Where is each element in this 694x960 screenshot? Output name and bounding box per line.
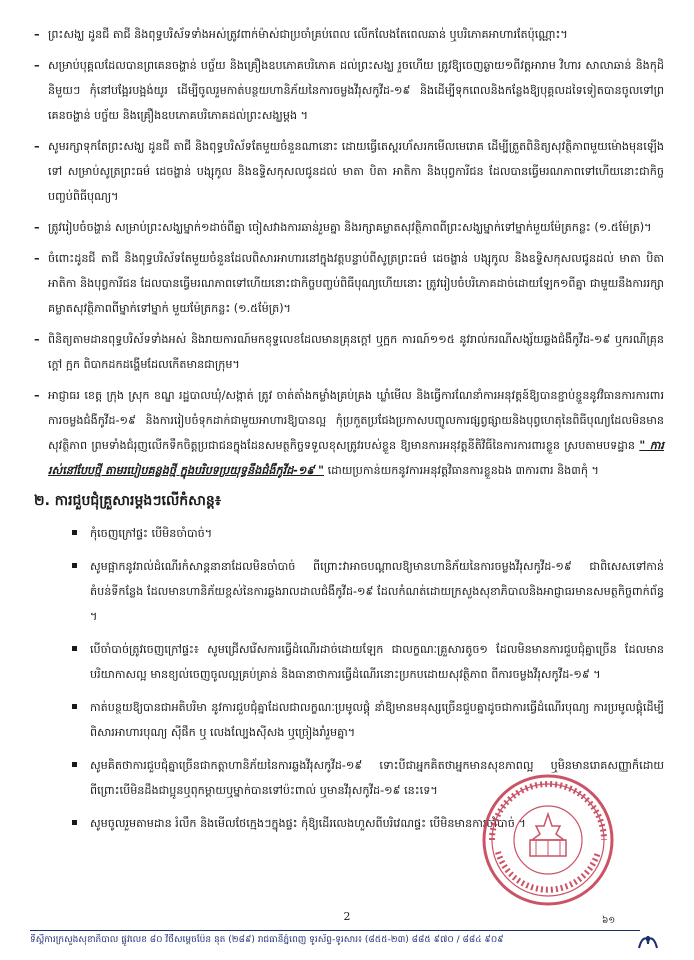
instruction-text: សូមរក្សាទុកតែព្រះសង្ឃ ដូនជី តាជី និងពុទ្ធបរិស័ទតែមួយចំនួនណានោះ ដោយធ្វើតេស្តរហ័សរកមើលមេរោគ ដើម្បីត្រួតពិនិត្យសុវត្ថិភាពមួយម៉ោងមុនឡើងទៅ សម្រាប់សូត្រព្រះធម៌ ដេចង្ហាន់ បង្សុកូល និងឧទ្ទិសកុសលជូនដល់ មាតា បិតា អាតិកា និងបុព្វការីជន ដែលបានធ្វើមរណភាពទៅហើយនោះជាកិច្ចបញ្ចប់ពិធីបុណ្យ។ bbox=[48, 140, 664, 203]
instruction-text: ពិនិត្យតាមដានពុទ្ធបរិស័ទទាំងអស់ និងរាយការណ៍មកខុទ្ទលេខដែលមានគ្រុនក្តៅ ឬក្អក ការណ៍១១៥ នូវរាល់ករណីសង្ស័យឆ្លងជំងឺកូវីដ-១៩ ឬករណីគ្រុនក្តៅ ក្អក ពិបាកដកដង្ហើមដែលកើតមានជាក្រុម។ bbox=[48, 333, 664, 371]
ministry-logo-icon bbox=[636, 932, 660, 952]
instruction-text: ចំពោះដូនជី តាជី និងពុទ្ធបរិស័ទតែមួយចំនួនដែលពិសារអាហារនៅក្នុងវត្តបន្ទាប់ពីសូត្រព្រះធម៌ ដេចង្ហាន់ បង្សុកូល និងឧទ្ទិសកុសលជូនដល់ មាតា បិតា អាតិកា និងបុព្វការីជន ដែលបានធ្វើមរណភាពទៅហើយនោះជាកិច្ចបញ្ចប់ពិធីបុណ្យហើយនោះ ត្រូវរៀបចំបរិភោគដាច់ដោយឡែក១ពីគ្នា ជាមួយនឹងការរក្សាគម្លាតសុវត្ថិភាពពីម្នាក់ទៅម្នាក់ មួយម៉ែត្រកន្លះ (១.៥ម៉ែត្រ)។ bbox=[48, 252, 664, 315]
bullet-item bbox=[34, 554, 664, 629]
instruction-item bbox=[34, 22, 664, 47]
square-bullet-icon bbox=[72, 530, 77, 535]
instruction-text-end: ដោយប្រកាន់យកនូវការអនុវត្តវិធានការខ្លួនឯង ៣ការពារ និង៣កុំ ។ bbox=[327, 464, 599, 477]
footer-divider bbox=[30, 930, 640, 931]
bullet-text: បើចាំបាច់ត្រូវចេញក្រៅផ្ទះ៖ សូមជ្រើសរើសការធ្វើដំណើរដាច់ដោយឡែក ជាលក្ខណៈគ្រួសារតូច១ ដែលមិនមានការជួបជុំគ្នាច្រើន ដែលមានបរិយាកាសល្អ មានខ្យល់ចេញចូលល្អគ្រប់គ្រាន់ និងធានាថាការធ្វើដំណើរនោះប្រកបដោយសុវត្ថិភាព ពីការចម្លងវីរុសកូវីដ-១៩ ។ bbox=[90, 643, 664, 681]
instruction-text: ត្រូវរៀបចំចង្ហាន់ សម្រាប់ព្រះសង្ឃម្នាក់១ដាច់ពីគ្នា ចៀសវាងការឆាន់រួមគ្នា និងរក្សាគម្លាតសុវត្ថិភាពពីព្រះសង្ឃម្នាក់ទៅម្នាក់មួយម៉ែត្រកន្លះ (១.៥ម៉ែត្រ)។ bbox=[48, 221, 652, 234]
dash-marker: – bbox=[34, 252, 40, 265]
instruction-item bbox=[34, 134, 664, 209]
dash-marker: – bbox=[34, 140, 40, 153]
document-body bbox=[34, 22, 664, 844]
bullet-text: សូមគិតថាការជួបជុំគ្នាច្រើនជាកត្តាហានិភ័យនៃការឆ្លងវីរុសកូវីដ-១៩ ទោះបីជាអ្នកគិតថាអ្នកមានសុខភាពល្អ ឬមិនមានរោគសញ្ញាក៏ដោយ ពីព្រោះបើមិនដឹងជាប្អូនឬពុកម្តាយឬម្នាក់បានទៅប៉ះពាល់ ឬមានវីរុសកូវីដ-១៩ នេះទេ។ bbox=[90, 759, 664, 797]
instruction-text: អាជ្ញាធរ ខេត្ត ក្រុង ស្រុក ខណ្ឌ រដ្ឋបាលឃុំ/សង្កាត់ ត្រូវ ចាត់តាំងកម្លាំងគ្រប់គ្រង ឃ្លាំមើល និងធ្វើការណែនាំការអនុវត្តន៍ឱ្យបានខ្ជាប់ខ្ជួននូវវិធានការការពារការចម្លងជំងឺកូវីដ-១៩ និងការរៀបចំទុកដាក់ជាមួយអាហារឱ្យបានល្អ កុំប្រកួតប្រជែងប្រកាសបញ្ចូលការផ្សព្វផ្សាយនិងបុព្វហេតុនៃពិធីបុណ្យដែលមិនមានសុវត្ថិភាព ព្រមទាំងជំរុញលើកទឹកចិត្តប្រជាជនក្នុងដែនសមត្ថកិច្ចទទួលខុសត្រូវរបស់ខ្លួន ឱ្យមានការអនុវត្តនីតិវិធីនៃការការពារខ្លួន ស្របតាមបទដ្ឋាន bbox=[48, 389, 664, 452]
bullet-item bbox=[34, 811, 664, 836]
bullet-item bbox=[34, 521, 664, 546]
instruction-item bbox=[34, 246, 664, 321]
bullet-item bbox=[34, 753, 664, 803]
footer-address: ទីស្តីការក្រសួងសុខាភិបាល ផ្លូវលេខ ៨០ វិថីសម្តេចប៉ែន នុត (២៨៩) រាជធានីភ្នំពេញ ទូរស័ព្ទ-ទូរសារ៖ (៨៥៥-២៣) ៨៨៥ ៩៧០ / ៨៨៤ ៩០៩ bbox=[30, 935, 504, 945]
instruction-item bbox=[34, 53, 664, 128]
section-heading: ២. ការជួបជុំគ្រួសារម្តងៗលើកំសាន្ត៖ bbox=[34, 493, 221, 509]
square-bullet-icon bbox=[72, 704, 77, 709]
dash-marker: – bbox=[34, 333, 40, 346]
bullet-item bbox=[34, 637, 664, 687]
bullet-text: សូមចូលរួមតាមដាន រំលឹក និងមើលថែក្មេងៗក្នុងផ្ទះ កុំឱ្យដើរលេងហួសពីបរិវេណផ្ទះ បើមិនមានការចាំបាច់ ។ bbox=[90, 817, 526, 830]
bullet-item bbox=[34, 695, 664, 745]
slogan-emphasis: " ការរស់នៅបែបថ្មី តាមរបៀបគន្លងថ្មី ក្នុងបរិបទប្រយុទ្ធនឹងជំងឺកូវីដ-១៩ " bbox=[48, 439, 664, 477]
instruction-item bbox=[34, 327, 664, 377]
corner-mark: ៦១ bbox=[602, 916, 616, 926]
bullet-text: សូមផ្អាកនូវរាល់ដំណើរកំសាន្តនានាដែលមិនចាំបាច់ ពីព្រោះវាអាចបណ្តាលឱ្យមានហានិភ័យនៃការចម្លងវីរុសកូវីដ-១៩ ជាពិសេសទៅកាន់តំបន់ទីកន្លែង ដែលមានហានិភ័យខ្ពស់នៃការឆ្លងរាលដាលជំងឺកូវីដ-១៩ ដែលកំណត់ដោយក្រសួងសុខាភិបាលនិងអាជ្ញាធរមានសមត្ថកិច្ចពាក់ព័ន្ធ ។ bbox=[90, 560, 664, 623]
instruction-item bbox=[34, 215, 664, 240]
dash-marker: – bbox=[34, 28, 40, 41]
instruction-text: សម្រាប់បុគ្គលដែលបានព្រគេនចង្ហាន់ បច្ច័យ និងគ្រឿងឧបភោគបរិភោគ ដល់ព្រះសង្ឃ រួចហើយ ត្រូវឱ្យចេញឆ្ងាយ១ពីវត្តអារាម វិហារ សាលាឆាន់ និងកុដិ និមួយៗ កុំនៅបង្អែរបង្អង់យូរ ដើម្បីចូលរួមកាត់បន្ថយហានិភ័យនៃការចម្លងវីរុសកូវីដ-១៩ និងដើម្បីទុកពេលនិងកន្លែងឱ្យបុគ្គលដទៃទៀតបានចូលទៅព្រគេនចង្ហាន់ បច្ច័យ និងគ្រឿងឧបភោគបរិភោគដល់ព្រះសង្ឃម្តង ។ bbox=[48, 59, 664, 122]
bullet-text: កាត់បន្ថយឱ្យបានជាអតិបរិមា នូវការជួបជុំគ្នាដែលជាលក្ខណៈប្រមូលផ្តុំ នាំឱ្យមានមនុស្សច្រើនជួបគ្នាដូចជាការធ្វើដំណើរបុណ្យ ការប្រមូលផ្តុំដើម្បីពិសារអាហារបុណ្យ ស៊ីផឹក ឬ លេងល្បែងស៊ីសង ឬច្រៀងរាំរួមគ្នា។ bbox=[90, 701, 664, 739]
dash-marker: – bbox=[34, 389, 40, 402]
instruction-item-authorities bbox=[34, 383, 664, 483]
dash-marker: – bbox=[34, 59, 40, 72]
square-bullet-icon bbox=[72, 563, 77, 568]
square-bullet-icon bbox=[72, 762, 77, 767]
instruction-text: ព្រះសង្ឃ ដូនជី តាជី និងពុទ្ធបរិស័ទទាំងអស់ត្រូវពាក់ម៉ាស់ជាប្រចាំគ្រប់ពេល លើកលែងតែពេលឆាន់ ឬបរិភោគអាហារតែប៉ុណ្ណោះ។ bbox=[48, 28, 568, 41]
bullet-text: កុំចេញក្រៅផ្ទះ បើមិនចាំបាច់។ bbox=[90, 527, 213, 540]
square-bullet-icon bbox=[72, 820, 77, 825]
square-bullet-icon bbox=[72, 646, 77, 651]
page-number: 2 bbox=[343, 910, 351, 923]
dash-marker: – bbox=[34, 221, 40, 234]
